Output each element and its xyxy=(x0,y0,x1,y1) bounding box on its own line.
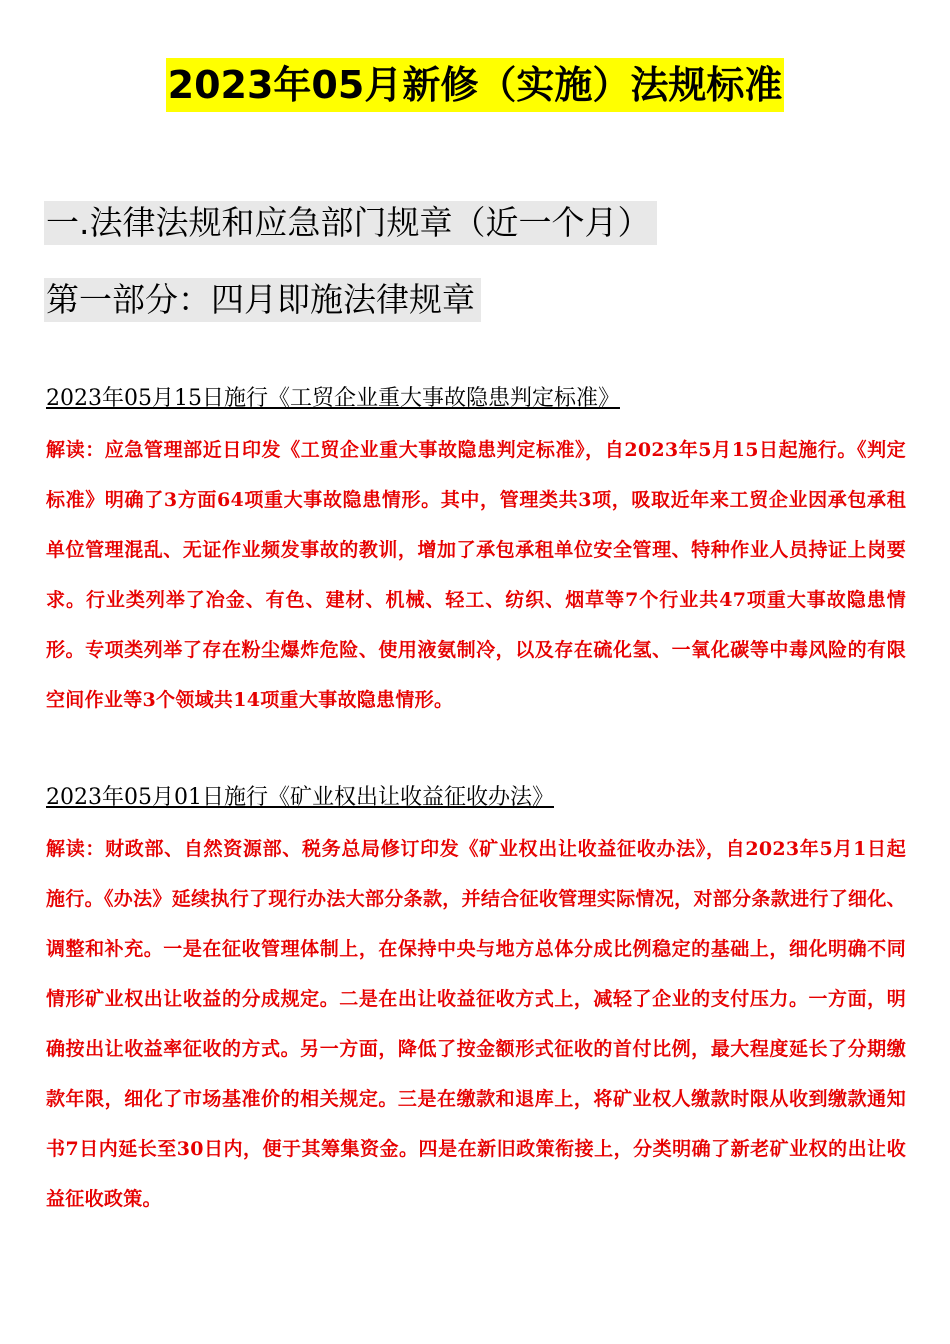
section-heading: 一.法律法规和应急部门规章（近一个月） xyxy=(44,201,657,245)
document-title xyxy=(0,58,950,112)
regulation-title-1: 2023年05月15日施行《工贸企业重大事故隐患判定标准》 xyxy=(46,386,620,411)
document-title-text: 2023年05月新修（实施）法规标准 xyxy=(166,58,785,112)
regulation-interpretation-2: 解读：财政部、自然资源部、税务总局修订印发《矿业权出让收益征收办法》，自2023年5月1日起施行。《办法》延续执行了现行办法大部分条款，并结合征收管理实际情况，对部分条款进行了细化、调整和补充。一是在征收管理体制上，在保持中央与地方总体分成比例稳定的基础上，细化明确不同情形矿业权出让收益的分成规定。二是在出让收益征收方式上，减轻了企业的支付压力。一方面，明确按出让收益率征收的方式。另一方面，降低了按金额形式征收的首付比例，最大程度延长了分期缴款年限，细化了市场基准价的相关规定。三是在缴款和退库上，将矿业权人缴款时限从收到缴款通知书7日内延长至30日内，便于其筹集资金。四是在新旧政策衔接上，分类明确了新老矿业权的出让收益征收政策。 xyxy=(46,838,906,1210)
part-heading: 第一部分：四月即施法律规章 xyxy=(44,278,481,322)
regulation-title-2: 2023年05月01日施行《矿业权出让收益征收办法》 xyxy=(46,785,554,810)
regulation-interpretation-1: 解读：应急管理部近日印发《工贸企业重大事故隐患判定标准》，自2023年5月15日起施行。《判定标准》明确了3方面64项重大事故隐患情形。其中，管理类共3项，吸取近年来工贸企业因承包承租单位管理混乱、无证作业频发事故的教训，增加了承包承租单位安全管理、特种作业人员持证上岗要求。行业类列举了冶金、有色、建材、机械、轻工、纺织、烟草等7个行业共47项重大事故隐患情形。专项类列举了存在粉尘爆炸危险、使用液氨制冷，以及存在硫化氢、一氧化碳等中毒风险的有限空间作业等3个领域共14项重大事故隐患情形。 xyxy=(46,439,906,711)
